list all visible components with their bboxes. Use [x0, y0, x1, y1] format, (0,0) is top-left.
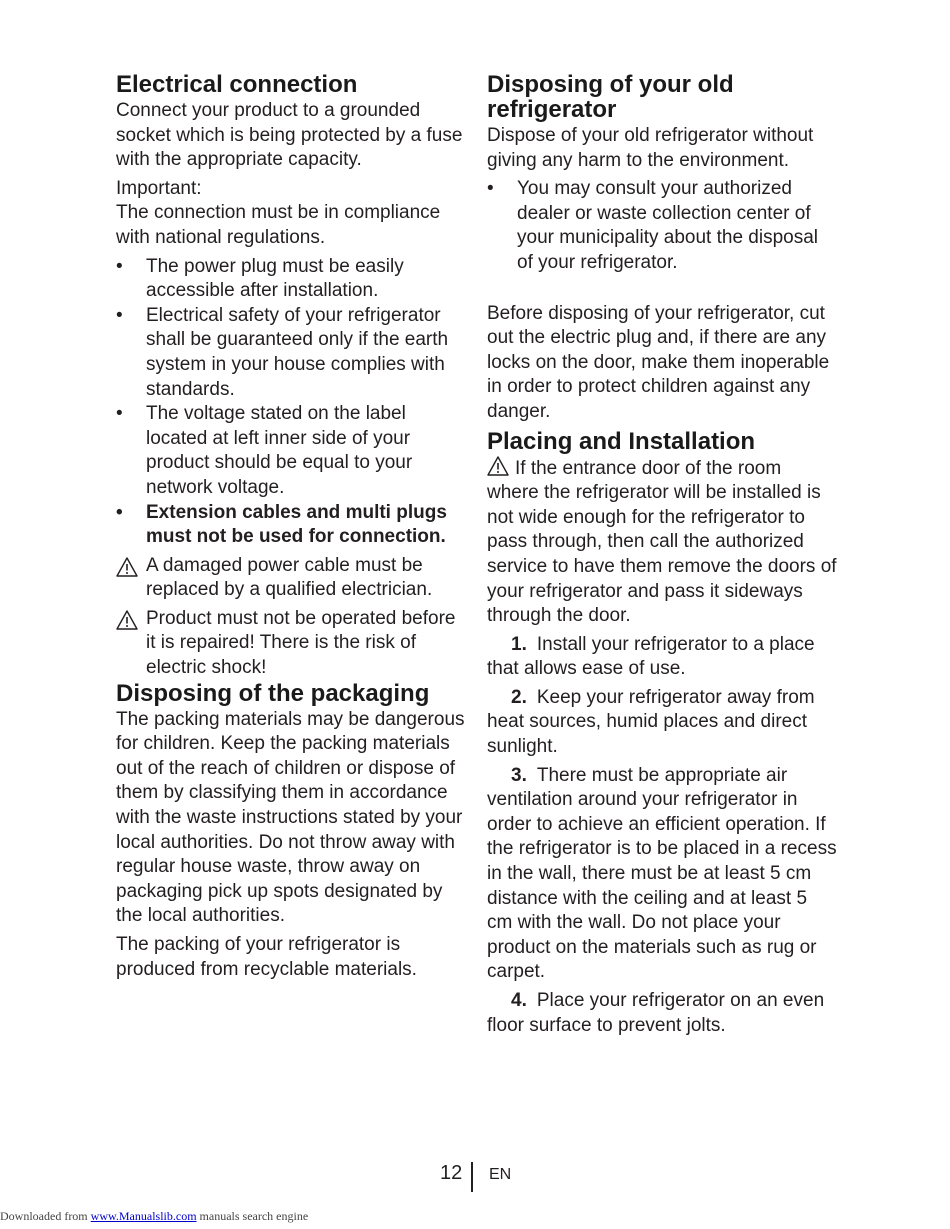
right-column [487, 72, 837, 1042]
bullet-icon: • [116, 403, 123, 425]
installation-step: 3. There must be appropriate air ventilation around your refrigerator in order to achieve an efficient operation. If the refrigerator is to be placed in a recess in the wall, there must be at least 5 cm distance with the ceiling and at least 5 cm with the wall. Do not place your product on the materials such as rug or carpet. [487, 764, 837, 983]
warning-triangle-icon [487, 456, 509, 476]
spacer [487, 280, 837, 302]
page-footer [0, 1162, 950, 1192]
important-label: Important: [116, 177, 202, 199]
electrical-intro: Connect your product to a grounded socket which is being protected by a fuse with the appropriate capacity. [116, 100, 463, 171]
old-refrigerator-disposal-text: Before disposing of your refrigerator, cut out the electric plug and, if there are any locks on the door, make them inoperable in order to protect children against any danger. [487, 302, 830, 422]
warning-triangle-icon [116, 557, 138, 577]
packaging-section [116, 681, 468, 983]
placing-installation-heading: Placing and Installation [487, 427, 756, 455]
compliance-text: The connection must be in compliance with national regulations. [116, 202, 441, 248]
bullet-icon: • [116, 255, 123, 277]
bullet-icon: • [487, 178, 494, 200]
old-refrigerator-intro: Dispose of your old refrigerator without giving any harm to the environment. [487, 125, 814, 171]
footer-divider [471, 1162, 473, 1192]
old-refrigerator-bullet-list [487, 177, 837, 275]
installation-step: 1. Install your refrigerator to a place that allows ease of use. [487, 633, 815, 680]
bullet-item-bold: • Extension cables and multi plugs must not be used for connection. [116, 501, 447, 548]
old-refrigerator-section [487, 72, 837, 425]
warning-triangle-icon [116, 610, 138, 630]
download-watermark: Downloaded from www.Manualslib.com manuals search engine [0, 1209, 309, 1223]
old-refrigerator-heading: Disposing of your old refrigerator [487, 71, 734, 123]
language-code: EN [489, 1166, 512, 1183]
left-column [116, 72, 468, 986]
installation-warning: If the entrance door of the room where the refrigerator will be installed is not wide enough for the refrigerator to pass through, then call the authorized service to have them remove the doors of your refrigerator and pass it sideways through the door. [487, 457, 837, 627]
packaging-heading: Disposing of the packaging [116, 679, 430, 707]
installation-step: 4. Place your refrigerator on an even floor surface to prevent jolts. [487, 990, 825, 1036]
bullet-icon: • [116, 304, 123, 326]
electrical-bullet-list [116, 255, 468, 550]
installation-step: 2. Keep your refrigerator away from heat sources, humid places and direct sunlight. [487, 686, 815, 758]
bullet-item: • You may consult your authorized dealer or waste collection center of your municipality about the disposal of your refrigerator. [487, 178, 819, 273]
page-number: 12 [440, 1162, 463, 1184]
placing-installation-section [487, 429, 837, 1039]
packaging-recycle-text: The packing of your refrigerator is produced from recyclable materials. [116, 934, 417, 980]
warning-note: Product must not be operated before it is repaired! There is the risk of electric shock! [116, 607, 468, 681]
packaging-text: The packing materials may be dangerous for children. Keep the packing materials out of the reach of children or dispose of them by classifying them in accordance with the waste instructions stated by your local authorities. Do not throw away with regular house waste, throw away on packaging pick up spots designated by the local authorities. [116, 708, 465, 927]
bullet-item: • The power plug must be easily accessible after installation. [116, 255, 404, 302]
manualslib-link[interactable]: www.Manualslib.com [90, 1209, 197, 1223]
electrical-connection-heading: Electrical connection [116, 71, 358, 98]
bullet-icon: • [116, 501, 123, 523]
warning-note: A damaged power cable must be replaced by a qualified electrician. [116, 554, 468, 603]
bullet-item: • Electrical safety of your refrigerator shall be guaranteed only if the earth system in your house complies with standards. [116, 304, 449, 400]
electrical-connection-section [116, 72, 468, 681]
bullet-item: • The voltage stated on the label located at left inner side of your product should be equal to your network voltage. [116, 403, 413, 498]
